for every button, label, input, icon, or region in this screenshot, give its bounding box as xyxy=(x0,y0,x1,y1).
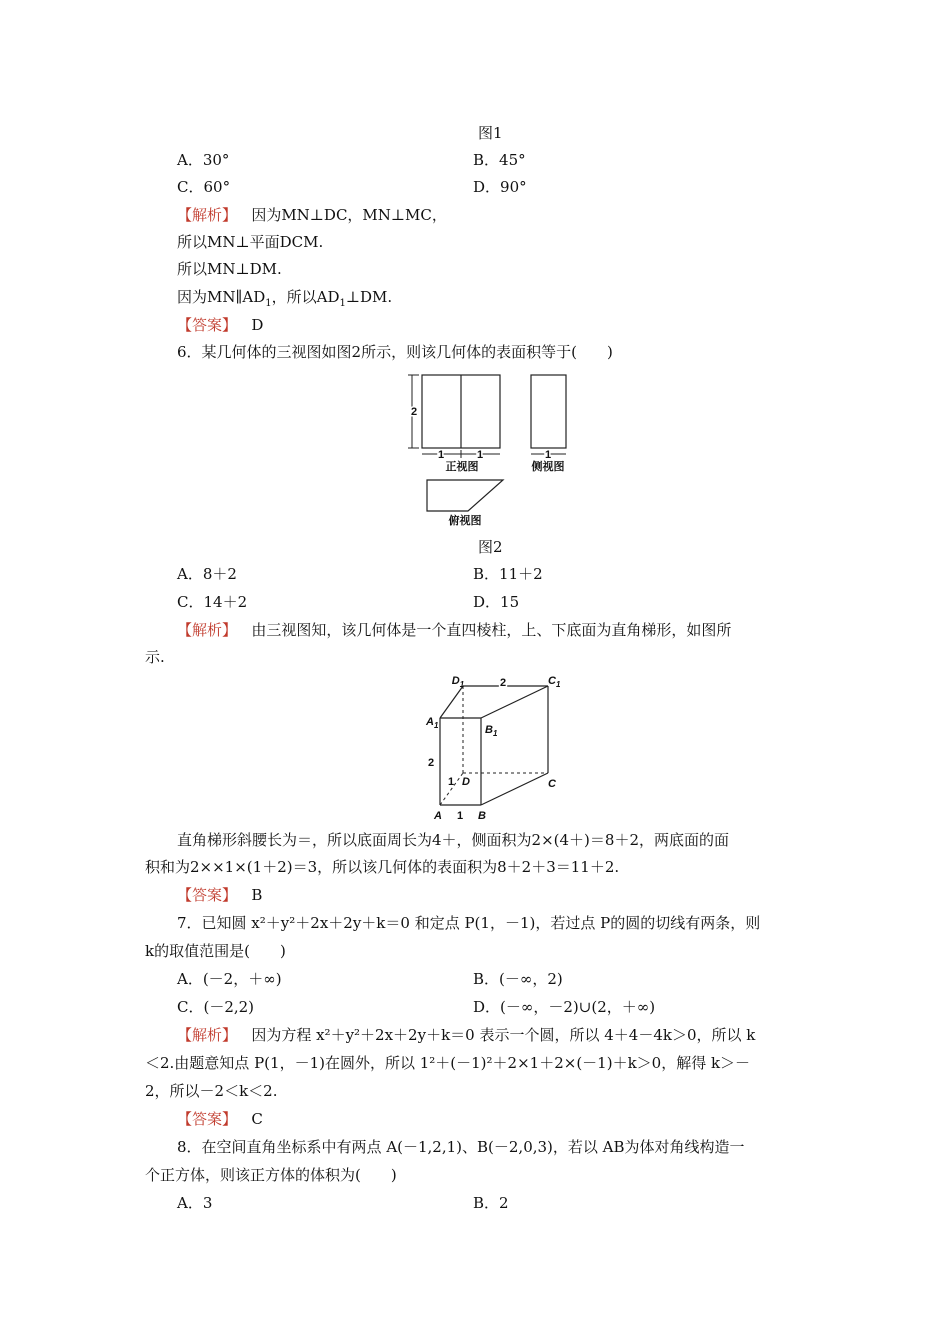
q8-stem-line-2: 个正方体，则该正方体的体积为( ) xyxy=(145,1166,397,1184)
q5-analysis-line-2: 所以MN⊥平面DCM. xyxy=(177,233,324,251)
front-view-label: 正视图 xyxy=(445,461,479,473)
q7-analysis-line-2: ＜2.由题意知点 P(1，－1)在圆外，所以 1²＋(－1)²＋2×1＋2×(－1)＋k＞0，解得 k＞－ xyxy=(145,1054,751,1072)
q6-answer: 【答案】 B xyxy=(177,886,263,904)
three-views-figure xyxy=(405,366,580,531)
q7-stem-line-1: 7．已知圆 x²＋y²＋2x＋2y＋k＝0 和定点 P(1，－1)，若过点 P的圆的切线有两条，则 xyxy=(177,914,761,932)
q6-option-a: A．8＋2 xyxy=(177,565,237,583)
label-D1: $D_1$ xyxy=(451,675,465,689)
figure-1-caption: 图1 xyxy=(478,124,503,142)
label-A: A xyxy=(434,810,442,822)
q6-analysis-line-1: 【解析】 由三视图知，该几何体是一个直四棱柱，上、下底面为直角梯形，如图所 xyxy=(177,621,732,639)
q6-analysis-line-2: 示. xyxy=(145,648,165,666)
q7-option-a: A．(－2，＋∞) xyxy=(177,970,282,988)
analysis-tag: 【解析】 xyxy=(177,1026,238,1044)
q8-stem-line-1: 8．在空间直角坐标系中有两点 A(－1,2,1)、B(－2,0,3)，若以 AB为体对角线构造一 xyxy=(177,1138,745,1156)
q7-answer: 【答案】 C xyxy=(177,1110,263,1128)
label-A1: $A_1$ xyxy=(426,716,439,730)
q5-option-d: D．90° xyxy=(473,178,527,196)
q6-option-d: D．15 xyxy=(473,593,520,611)
q7-option-b: B．(－∞，2) xyxy=(473,970,563,988)
q5-answer: 【答案】 D xyxy=(177,316,264,334)
label-B1: $B_1$ xyxy=(485,724,498,738)
q8-option-a: A．3 xyxy=(177,1194,213,1212)
analysis-tag: 【解析】 xyxy=(177,206,238,224)
len-AB: 1 xyxy=(456,810,464,822)
analysis-tag: 【解析】 xyxy=(177,621,238,639)
q7-analysis-line-3: 2，所以－2＜k＜2. xyxy=(145,1082,278,1100)
q7-option-c: C．(－2,2) xyxy=(177,998,255,1016)
q5-option-a: A．30° xyxy=(177,151,230,169)
q7-stem-line-2: k的取值范围是( ) xyxy=(145,942,286,960)
q5-analysis-line-1: 【解析】 因为MN⊥DC，MN⊥MC， xyxy=(177,206,447,224)
front-dim-left: 1 xyxy=(437,449,445,461)
top-view-trapezoid xyxy=(427,480,503,511)
label-B: B xyxy=(478,810,486,822)
answer-tag: 【答案】 xyxy=(177,316,238,334)
q5-option-b: B．45° xyxy=(473,151,526,169)
q5-option-c: C．60° xyxy=(177,178,231,196)
q5-analysis-line-4: 因为$MN\parallel AD_1$，所以$AD_1\perp DM$. xyxy=(177,288,393,309)
figure-2-caption: 图2 xyxy=(478,538,503,556)
len-AD: 1 xyxy=(447,776,455,788)
q5-analysis-line-3: 所以MN⊥DM. xyxy=(177,260,282,278)
prism-figure xyxy=(420,670,570,825)
front-dim-height: 2 xyxy=(410,406,418,418)
side-dim: 1 xyxy=(544,449,552,461)
label-C1: $C_1$ xyxy=(548,675,561,689)
q8-option-b: B．2 xyxy=(473,1194,509,1212)
answer-tag: 【答案】 xyxy=(177,1110,238,1128)
label-C: C xyxy=(548,778,556,790)
front-dim-right: 1 xyxy=(476,449,484,461)
q7-analysis-line-1: 【解析】 因为方程 x²＋y²＋2x＋2y＋k＝0 表示一个圆，所以 4＋4－4k＞0，所以 k xyxy=(177,1026,756,1044)
side-view-rect xyxy=(531,375,566,448)
label-D: D xyxy=(462,776,470,788)
side-view-label: 侧视图 xyxy=(531,461,565,473)
q6-option-b: B．11＋2 xyxy=(473,565,543,583)
len-top: 2 xyxy=(499,677,507,689)
q7-option-d: D．(－∞，－2)∪(2，＋∞) xyxy=(473,998,656,1016)
q6-option-c: C．14＋2 xyxy=(177,593,248,611)
q6-stem: 6．某几何体的三视图如图2所示，则该几何体的表面积等于( ) xyxy=(177,343,613,361)
answer-tag: 【答案】 xyxy=(177,886,238,904)
top-view-label: 俯视图 xyxy=(448,515,482,527)
q6-para-line-2: 积和为2××1×(1＋2)＝3，所以该几何体的表面积为8＋2＋3＝11＋2. xyxy=(145,858,620,876)
len-side: 2 xyxy=(427,757,435,769)
q6-para-line-1: 直角梯形斜腰长为＝，所以底面周长为4＋，侧面积为2×(4＋)＝8＋2，两底面的面 xyxy=(177,831,729,849)
